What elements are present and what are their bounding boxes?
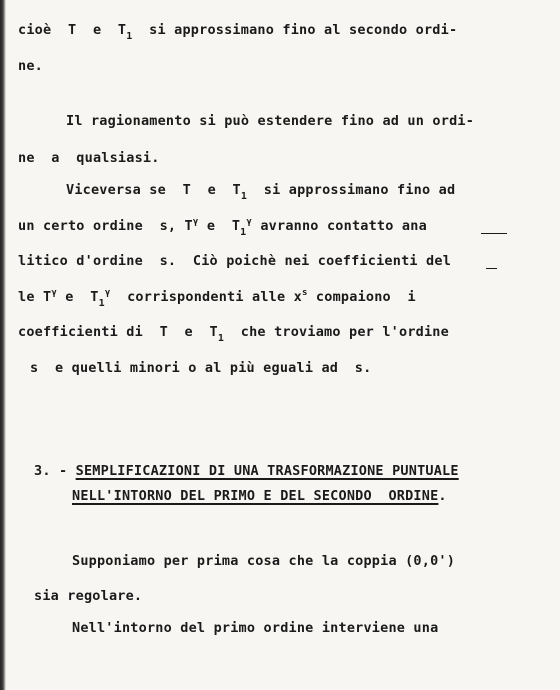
- text-line: un certo ordine s, $T^\gamma$ e $T_1^\gamma$ avranno contatto ana: [18, 218, 427, 236]
- text-line: sia regolare.: [34, 588, 143, 604]
- text-line: litico d'ordine s. Ciò poichè nei coefficienti del: [18, 253, 451, 269]
- text-line: ne.: [18, 58, 43, 74]
- text-line: Nell'intorno del primo ordine interviene una: [72, 620, 439, 636]
- text-line: Il ragionamento si può estendere fino ad un ordi-: [66, 113, 475, 129]
- text-line: s e quelli minori o al più eguali ad s.: [30, 360, 372, 376]
- text-line: cioè T e $T_1$ si approssimano fino al secondo ordi-: [18, 22, 458, 42]
- hyphen-underline-mark: [486, 268, 497, 269]
- text-line: Supponiamo per prima cosa che la coppia (0,0'): [72, 553, 456, 569]
- text-line: coefficienti di T e $T_1$ che troviamo per l'ordine: [18, 324, 449, 344]
- hyphen-underline-mark: [481, 233, 507, 234]
- section-heading: NELL'INTORNO DEL PRIMO E DEL SECONDO ORDINE.: [72, 488, 447, 504]
- scan-edge-shadow: [0, 0, 6, 690]
- text-line: Viceversa se T e $T_1$ si approssimano fino ad: [66, 182, 456, 202]
- section-heading: 3. - SEMPLIFICAZIONI DI UNA TRASFORMAZIONE PUNTUALE: [34, 463, 459, 479]
- text-line: ne a qualsiasi.: [18, 150, 160, 166]
- text-line: le $T^\gamma$ e $T_1^\gamma$ corrispondenti alle $x^s$ compaiono i: [18, 288, 416, 309]
